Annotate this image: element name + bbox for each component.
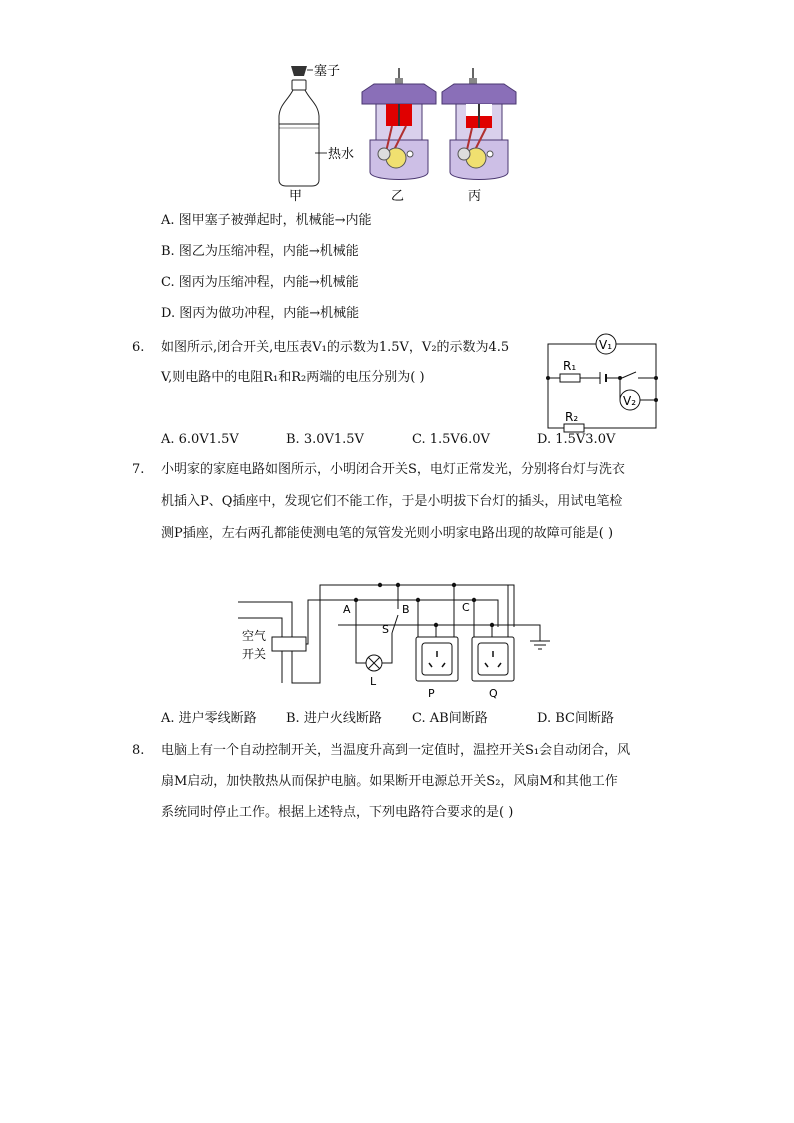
- stopper-label: 塞子: [314, 64, 341, 79]
- q8-stem-line3: 系统同时停止工作。根据上述特点，下列电路符合要求的是( ): [161, 805, 514, 820]
- q5-figure: [0, 0, 794, 210]
- q6-option-a: A. 6.0V1.5V: [161, 432, 239, 447]
- q6-v1-label: V₁: [599, 338, 613, 352]
- q6-stem-line1: 如图所示,闭合开关,电压表V₁的示数为1.5V，V₂的示数为4.5: [161, 340, 510, 355]
- q6-v2-label: V₂: [623, 394, 637, 408]
- engine-yi: [362, 68, 436, 180]
- q7-node-c: C: [462, 601, 470, 614]
- q5-option-c: C. 图丙为压缩冲程，内能→机械能: [161, 275, 359, 290]
- q8-stem-line1: 电脑上有一个自动控制开关，当温度升高到一定值时，温控开关S₁会自动闭合，风: [161, 743, 631, 758]
- hotwater-label: 热水: [328, 147, 355, 162]
- q7-socket-q: Q: [489, 687, 498, 700]
- q7-option-d: D. BC间断路: [537, 711, 614, 726]
- q8-number: 8.: [132, 743, 145, 758]
- caption-jia: 甲: [289, 189, 303, 204]
- caption-yi: 乙: [391, 189, 405, 204]
- q7-option-c: C. AB间断路: [412, 711, 488, 726]
- q6-option-c: C. 1.5V6.0V: [412, 432, 490, 447]
- q7-lamp-l: L: [370, 675, 377, 688]
- q5-option-d: D. 图丙为做功冲程，内能→机械能: [161, 306, 360, 321]
- q5-option-b: B. 图乙为压缩冲程，内能→机械能: [161, 244, 359, 259]
- q7-node-a: A: [343, 603, 351, 616]
- q6-option-b: B. 3.0V1.5V: [286, 432, 364, 447]
- q7-socket-p: P: [428, 687, 435, 700]
- q7-number: 7.: [132, 462, 145, 477]
- stopper-shape: [291, 66, 307, 76]
- q7-node-b: B: [402, 603, 410, 616]
- q7-breaker-label-1: 空气: [242, 629, 267, 643]
- q7-breaker-label-2: 开关: [242, 647, 267, 661]
- q6-circuit: [0, 330, 794, 450]
- q7-option-b: B. 进户火线断路: [286, 711, 382, 726]
- caption-bing: 丙: [468, 189, 482, 204]
- engine-bing: [442, 68, 516, 180]
- q7-circuit: [0, 575, 794, 715]
- q6-number: 6.: [132, 340, 145, 355]
- bottle-drawing: [279, 80, 319, 186]
- q7-stem-line2: 机插入P、Q插座中，发现它们不能工作，于是小明拔下台灯的插头，用试电笔检: [161, 494, 623, 509]
- q8-stem-line2: 扇M启动，加快散热从而保护电脑。如果断开电源总开关S₂，风扇M和其他工作: [161, 774, 618, 789]
- q7-stem-line3: 测P插座，左右两孔都能使测电笔的氖管发光则小明家电路出现的故障可能是( ): [161, 526, 614, 541]
- q7-option-a: A. 进户零线断路: [161, 711, 257, 726]
- q7-switch-s: S: [382, 623, 389, 636]
- q5-option-a: A. 图甲塞子被弹起时，机械能→内能: [161, 213, 372, 228]
- q6-option-d: D. 1.5V3.0V: [537, 432, 616, 447]
- q6-r1-label: R₁: [563, 359, 577, 373]
- q6-stem-line2: V,则电路中的电阻R₁和R₂两端的电压分别为( ): [161, 370, 425, 385]
- q6-r2-label: R₂: [565, 410, 579, 424]
- q7-stem-line1: 小明家的家庭电路如图所示，小明闭合开关S，电灯正常发光，分别将台灯与洗衣: [161, 462, 625, 477]
